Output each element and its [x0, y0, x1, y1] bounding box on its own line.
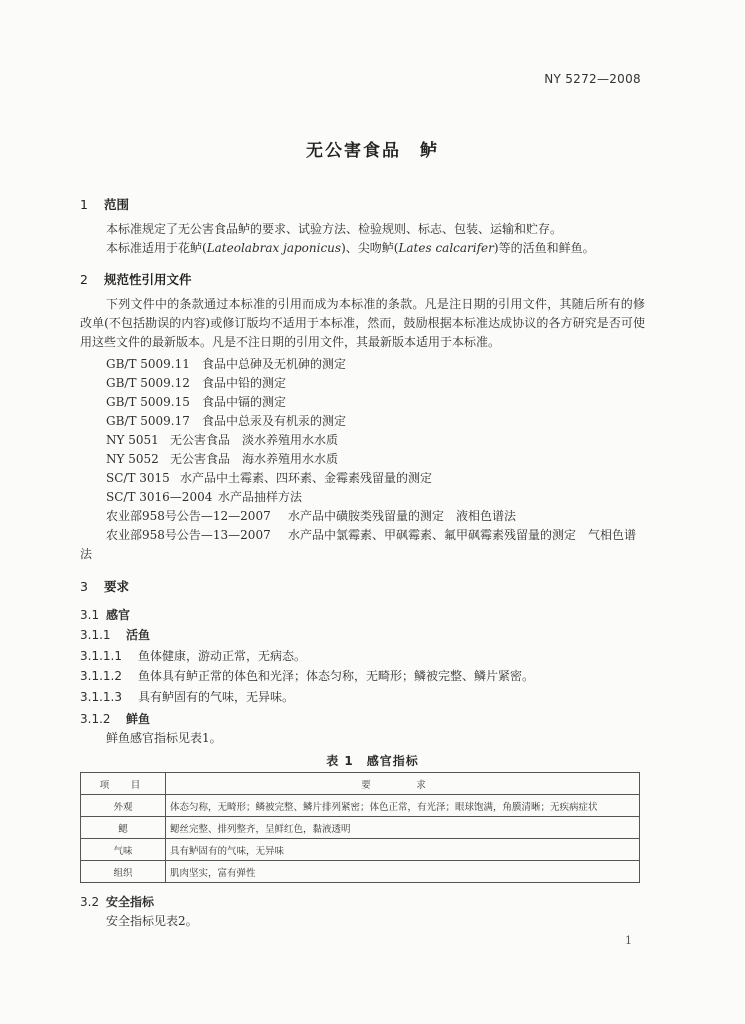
reference-item — [106, 374, 286, 393]
text-run: )等的活鱼和鲜鱼。 — [493, 241, 595, 255]
table-row — [81, 839, 640, 861]
table-cell-requirement: 肌肉坚实，富有弹性 — [166, 861, 640, 883]
reference-title: 无公害食品 淡水养殖用水水质 — [170, 433, 339, 447]
text-run: )、尖吻鲈( — [341, 241, 399, 255]
clause-title: 感官 — [106, 608, 131, 622]
sensory-table — [80, 772, 640, 883]
scope-paragraph-2 — [106, 239, 595, 258]
section-number: 1 — [80, 197, 88, 212]
clause-number: 3.1 — [80, 608, 100, 622]
scope-paragraph-1: 本标准规定了无公害食品鲈的要求、试验方法、检验规则、标志、包装、运输和贮存。 — [106, 222, 563, 236]
clause-number: 3.1.1.2 — [80, 669, 122, 683]
section-number: 3 — [80, 579, 88, 594]
section-1-heading — [80, 195, 129, 213]
safety-note: 安全指标见表2。 — [106, 914, 198, 928]
section-title: 规范性引用文件 — [104, 272, 192, 287]
reference-title: 食品中镉的测定 — [202, 395, 287, 409]
table-cell-requirement: 具有鲈固有的气味，无异味 — [166, 839, 640, 861]
reference-code: SC/T 3015 — [106, 471, 170, 485]
reference-code: NY 5051 — [106, 433, 159, 447]
table-cell-item: 鳃 — [81, 817, 166, 839]
reference-title: 水产品抽样方法 — [218, 490, 303, 504]
reference-item — [106, 469, 432, 488]
section-3-heading — [80, 577, 129, 595]
clause-title: 活鱼 — [126, 628, 151, 642]
reference-title: 食品中总砷及无机砷的测定 — [202, 357, 347, 371]
section-title: 要求 — [104, 579, 130, 594]
reference-code: NY 5052 — [106, 452, 159, 466]
table-header-requirement: 要 求 — [166, 773, 640, 795]
clause-3-1-2 — [80, 710, 150, 729]
normative-references-intro: 下列文件中的条款通过本标准的引用而成为本标准的条款。凡是注日期的引用文件，其随后所有的修改单(不包括勘误的内容)或修订版均不适用于本标准，然而，鼓励根据本标准达成协议的各方研究是否可使用这些文件的最新版本。凡是不注日期的引用文件，其最新版本适用于本标准。 — [80, 297, 645, 349]
clause-text: 鱼体具有鲈正常的体色和光泽；体态匀称，无畸形；鳞被完整、鳞片紧密。 — [138, 669, 535, 683]
reference-item — [106, 507, 516, 526]
table-cell-item: 组织 — [81, 861, 166, 883]
table-cell-item: 气味 — [81, 839, 166, 861]
clause-title: 安全指标 — [106, 895, 155, 909]
table-header-item: 项 目 — [81, 773, 166, 795]
reference-code: GB/T 5009.12 — [106, 376, 190, 390]
reference-item — [106, 450, 338, 469]
reference-code: GB/T 5009.15 — [106, 395, 190, 409]
table-row — [81, 861, 640, 883]
reference-code: 农业部958号公告—12—2007 — [106, 509, 271, 523]
reference-title: 食品中铅的测定 — [202, 376, 287, 390]
reference-code: GB/T 5009.17 — [106, 414, 190, 428]
reference-item — [106, 431, 338, 450]
clause-number: 3.2 — [80, 895, 100, 909]
clause-number: 3.1.1.3 — [80, 690, 122, 704]
reference-title: 水产品中土霉素、四环素、金霉素残留量的测定 — [180, 471, 433, 485]
reference-item — [80, 526, 645, 564]
reference-code: GB/T 5009.11 — [106, 357, 190, 371]
clause-3-1-1-3 — [80, 688, 294, 707]
table-row — [81, 817, 640, 839]
reference-item — [106, 355, 346, 374]
latin-name: Lates calcarifer — [398, 241, 494, 255]
section-2-heading — [80, 270, 192, 288]
clause-3-1-1-2 — [80, 667, 534, 686]
reference-title: 无公害食品 海水养殖用水水质 — [170, 452, 339, 466]
reference-title: 水产品中氯霉素、甲砜霉素、氟甲砜霉素残留量的测定 气相色谱法 — [80, 528, 637, 561]
reference-code: SC/T 3016—2004 — [106, 490, 213, 504]
reference-item — [106, 393, 286, 412]
page-number: 1 — [625, 934, 632, 947]
document-title: 无公害食品 鲈 — [306, 141, 439, 161]
clause-3-1-1-1 — [80, 647, 306, 666]
clause-3-2 — [80, 893, 154, 912]
clause-title: 鲜鱼 — [126, 712, 151, 726]
clause-3-1 — [80, 606, 130, 625]
fresh-fish-note: 鲜鱼感官指标见表1。 — [106, 731, 222, 745]
latin-name: Lateolabrax japonicus — [206, 241, 342, 255]
table-cell-item: 外观 — [81, 795, 166, 817]
section-number: 2 — [80, 272, 88, 287]
reference-item — [106, 412, 346, 431]
reference-title: 水产品中磺胺类残留量的测定 液相色谱法 — [288, 509, 517, 523]
standard-number: NY 5272—2008 — [544, 72, 641, 86]
clause-number: 3.1.1 — [80, 628, 111, 642]
reference-code: 农业部958号公告—13—2007 — [106, 528, 271, 542]
section-title: 范围 — [104, 197, 130, 212]
reference-item — [106, 488, 302, 507]
clause-text: 鱼体健康，游动正常，无病态。 — [138, 649, 307, 663]
table-cell-requirement: 鳃丝完整、排列整齐，呈鲜红色，黏液透明 — [166, 817, 640, 839]
reference-title: 食品中总汞及有机汞的测定 — [202, 414, 347, 428]
clause-number: 3.1.1.1 — [80, 649, 122, 663]
text-run: 本标准适用于花鲈( — [106, 241, 207, 255]
table-cell-requirement: 体态匀称，无畸形；鳞被完整、鳞片排列紧密；体色正常，有光泽；眼球饱满，角膜清晰；无疾病症状 — [166, 795, 640, 817]
clause-text: 具有鲈固有的气味，无异味。 — [138, 690, 295, 704]
clause-number: 3.1.2 — [80, 712, 111, 726]
table-1-title: 表 1 感官指标 — [326, 754, 419, 768]
table-header-row — [81, 773, 640, 795]
clause-3-1-1 — [80, 626, 150, 645]
table-row — [81, 795, 640, 817]
